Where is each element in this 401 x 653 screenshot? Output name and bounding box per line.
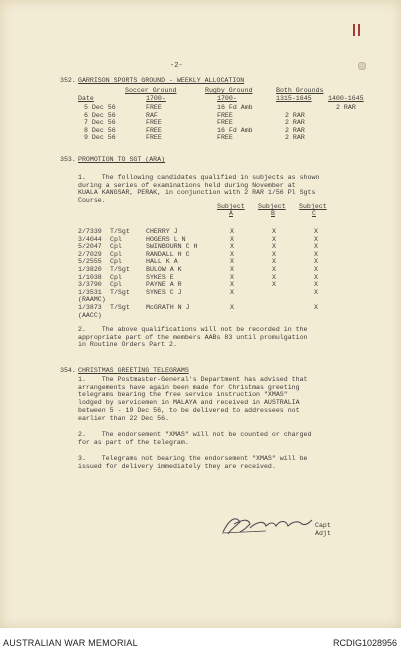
paragraph-line: issued for delivery immediately they are received.: [78, 462, 276, 470]
footer-institution: AUSTRALIAN WAR MEMORIAL: [3, 638, 138, 648]
candidate-subject-c: X: [314, 281, 318, 289]
both-time-2: 1400-1645: [328, 95, 364, 102]
allocation-date: 6 Dec 56: [84, 111, 116, 119]
allocation-date: 8 Dec 56: [84, 126, 116, 134]
candidate-subject-b: X: [272, 228, 276, 235]
candidate-subject-b: X: [272, 250, 276, 258]
paragraph-line: in Routine Orders Part 2.: [78, 341, 177, 349]
candidate-subject-b: X: [272, 243, 276, 251]
both-grounds-header: Both Grounds: [276, 87, 324, 94]
candidate-subject-b: X: [272, 235, 276, 243]
candidate-number: 1/3820: [78, 266, 102, 273]
section-352-title: GARRISON SPORTS GROUND - WEEKLY ALLOCATION: [78, 77, 245, 84]
paragraph-line: during a series of examinations held during November at: [78, 181, 296, 189]
candidate-number: 3/4044: [78, 235, 102, 243]
allocation-rugby: 16 Fd Amb: [217, 104, 253, 111]
candidate-number: 5/2555: [78, 258, 102, 266]
candidate-number: 1/3531: [78, 288, 102, 296]
page-marker: -2-: [170, 62, 183, 70]
paragraph-line: arrangements have again been made for Christmas greeting: [78, 383, 300, 391]
candidate-subject-c: X: [314, 266, 318, 273]
candidate-subject-a: X: [230, 258, 234, 266]
paragraph-line: earlier than 22 Dec 56.: [78, 414, 170, 422]
paragraph-line: telegrams bearing the free service instruction "XMAS": [78, 391, 288, 399]
candidate-rank: T/Sgt: [110, 266, 130, 273]
allocation-soccer: FREE: [146, 134, 162, 141]
candidate-name: HOGERS L N: [146, 235, 186, 243]
candidate-subject-a: X: [230, 288, 234, 296]
candidate-subject-b: X: [272, 273, 276, 281]
candidate-rank: Cpl: [110, 250, 122, 258]
candidate-name: McGRATH N J: [146, 304, 190, 311]
allocation-both-1: 2 RAR: [285, 134, 305, 141]
candidate-number: 2/7029: [78, 250, 102, 258]
paragraph-line: 3. Telegrams not bearing the endorsement "XMAS" will be: [78, 455, 308, 462]
section-353-title: PROMOTION TO SGT (ARA): [78, 156, 166, 163]
allocation-rugby: FREE: [217, 119, 233, 126]
candidate-subject-a: X: [230, 228, 234, 235]
candidate-name: PAYNE A R: [146, 281, 182, 289]
candidate-rank: Cpl: [110, 273, 122, 281]
soccer-time: 1700-: [146, 95, 166, 102]
paragraph-line: for as part of the telegram.: [78, 438, 189, 446]
punch-hole: [358, 62, 366, 70]
candidate-subject-c: X: [314, 304, 318, 311]
candidate-subject-c: X: [314, 258, 318, 266]
candidate-subject-c: X: [314, 235, 318, 243]
soccer-header: Soccer Ground: [125, 87, 177, 94]
candidate-rank: Cpl: [110, 243, 122, 251]
candidate-subject-a: X: [230, 281, 234, 289]
candidate-number: 1/1038: [78, 273, 102, 281]
section-353-number: 353.: [60, 156, 76, 163]
candidate-subject-a: X: [230, 250, 234, 258]
allocation-both-2: 2 RAR: [336, 104, 356, 111]
signature-title-adjt: Adjt: [315, 530, 331, 537]
paragraph-line: KUALA KANGSAR, PERAK, in conjunction with 2 RAR 1/56 Pl Sgts: [78, 189, 316, 197]
candidate-number: 3/3790: [78, 281, 102, 289]
candidate-subject-a: X: [230, 304, 234, 311]
candidate-subject-a: X: [230, 273, 234, 281]
allocation-soccer: FREE: [146, 104, 162, 111]
candidate-rank: T/Sgt: [110, 228, 130, 235]
pen-mark-right: [358, 24, 360, 36]
allocation-rugby: 16 Fd Amb: [217, 126, 253, 134]
rugby-header: Rugby Ground: [205, 87, 253, 94]
candidate-name: CHERRY J: [146, 228, 178, 235]
candidate-subject-a: X: [230, 243, 234, 251]
subject-a-header: Subject: [217, 203, 245, 210]
allocation-rugby: FREE: [217, 111, 233, 119]
allocation-soccer: FREE: [146, 119, 162, 126]
allocation-rugby: FREE: [217, 134, 233, 141]
subject-c-letter: C: [312, 210, 316, 217]
section-354-number: 354.: [60, 367, 76, 374]
candidate-number: 1/3873: [78, 304, 102, 311]
section-354-title: CHRISTMAS GREETING TELEGRAMS: [78, 367, 189, 374]
candidate-number: (RAAMC): [78, 296, 106, 304]
subject-b-letter: B: [271, 210, 275, 217]
signature-title-capt: Capt: [315, 522, 331, 529]
both-time-1: 1315-1645: [276, 95, 312, 102]
paragraph-line: appropriate part of the members AABs 83 until promulgation: [78, 333, 308, 341]
candidate-name: SWINBOURN C H: [146, 243, 198, 251]
paragraph-line: Course.: [78, 197, 106, 205]
candidate-subject-b: X: [272, 281, 276, 289]
candidate-rank: T/Sgt: [110, 288, 130, 296]
candidate-name: SYKES E: [146, 273, 174, 281]
subject-c-header: Subject: [299, 203, 327, 210]
footer-record-id: RCDIG1028956: [332, 638, 397, 648]
candidate-number: 5/2047: [78, 243, 102, 251]
candidate-subject-b: X: [272, 258, 276, 266]
allocation-both-1: 2 RAR: [285, 111, 305, 119]
candidate-name: BULOW A K: [146, 266, 182, 273]
candidate-subject-c: X: [314, 288, 318, 296]
date-subheader: Date: [78, 95, 94, 102]
allocation-date: 5 Dec 56: [84, 104, 116, 111]
paragraph-line: 1. The following candidates qualified in subjects as shown: [78, 174, 320, 181]
candidate-name: RANDALL H C: [146, 250, 190, 258]
candidate-rank: Cpl: [110, 258, 122, 266]
candidate-subject-c: X: [314, 273, 318, 281]
candidate-rank: T/Sgt: [110, 304, 130, 311]
allocation-soccer: FREE: [146, 126, 162, 134]
candidate-subject-c: X: [314, 243, 318, 251]
candidate-number: (AACC): [78, 311, 102, 319]
allocation-both-1: 2 RAR: [285, 119, 305, 126]
archive-footer: [0, 629, 401, 653]
candidate-number: 2/7339: [78, 228, 102, 235]
pen-mark-left: [353, 24, 355, 36]
allocation-both-1: 2 RAR: [285, 126, 305, 134]
candidate-subject-c: X: [314, 250, 318, 258]
allocation-date: 7 Dec 56: [84, 119, 116, 126]
paragraph-line: 2. The endorsement "XMAS" will not be counted or charged: [78, 431, 312, 438]
candidate-subject-a: X: [230, 266, 234, 273]
allocation-date: 9 Dec 56: [84, 134, 116, 141]
paragraph-line: 1. The Postmaster-General's Department has advised that: [78, 376, 308, 383]
candidate-subject-c: X: [314, 228, 318, 235]
rugby-time: 1700-: [217, 95, 237, 102]
subject-a-letter: A: [229, 210, 233, 217]
allocation-soccer: RAF: [146, 111, 158, 119]
paragraph-line: lodged by servicemen in MALAYA and received in AUSTRALIA: [78, 399, 300, 407]
candidate-rank: Cpl: [110, 281, 122, 289]
subject-b-header: Subject: [258, 203, 286, 210]
handwritten-signature: [220, 514, 315, 536]
candidate-subject-a: X: [230, 235, 234, 243]
candidate-subject-b: X: [272, 266, 276, 273]
section-352-number: 352.: [60, 77, 76, 84]
paragraph-line: between 5 - 19 Dec 56, to be delivered to addressees not: [78, 406, 300, 414]
paragraph-line: 2. The above qualifications will not be recorded in the: [78, 326, 308, 333]
candidate-name: HALL K A: [146, 258, 178, 266]
candidate-name: SYNES C J: [146, 288, 182, 296]
candidate-rank: Cpl: [110, 235, 122, 243]
